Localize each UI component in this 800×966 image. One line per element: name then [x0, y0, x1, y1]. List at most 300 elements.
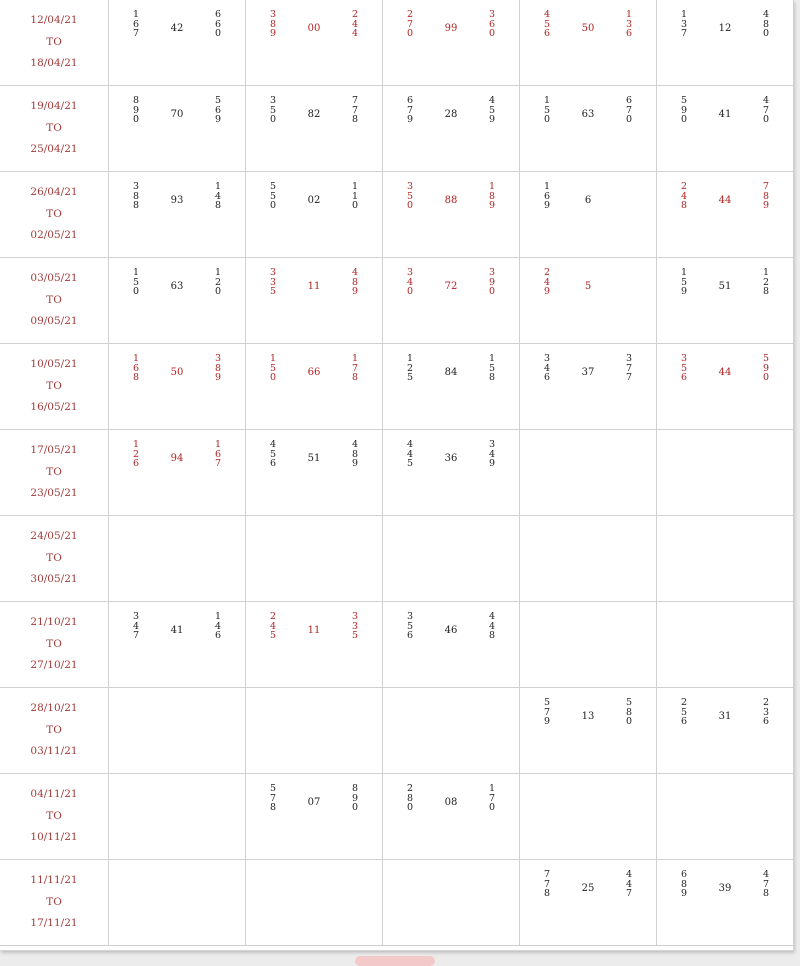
panna-digit: 8 — [762, 190, 770, 202]
panel-entry — [657, 258, 793, 343]
day-cell — [109, 172, 246, 258]
open-panna — [542, 268, 552, 297]
close-panna — [487, 784, 497, 813]
panna-digit: 8 — [351, 372, 359, 383]
panna-digit: 7 — [762, 104, 770, 116]
week-date-range — [0, 688, 109, 774]
panna-digit: 9 — [543, 200, 551, 211]
close-panna — [350, 182, 360, 211]
panna-digit: 8 — [762, 286, 770, 297]
panna-digit: 7 — [762, 878, 770, 890]
panna-digit: 3 — [351, 611, 359, 622]
panna-digit: 0 — [762, 114, 770, 125]
day-cell — [520, 344, 657, 430]
day-cell — [383, 430, 520, 516]
day-cell — [109, 688, 246, 774]
day-cell — [246, 774, 383, 860]
panna-digit: 6 — [406, 630, 414, 641]
panna-digit: 3 — [132, 611, 140, 622]
panna-digit: 9 — [680, 104, 688, 116]
jodi-number: 08 — [444, 797, 458, 808]
panna-digit: 8 — [680, 200, 688, 211]
jodi-number: 13 — [581, 711, 595, 722]
panna-digit: 0 — [625, 716, 633, 727]
panel-entry — [520, 688, 656, 773]
date-from: 04/11/21 — [30, 788, 78, 801]
panna-digit: 5 — [269, 362, 277, 374]
date-to: TO — [46, 723, 62, 736]
day-cell — [383, 774, 520, 860]
jodi-number: 63 — [170, 281, 184, 292]
day-cell — [520, 774, 657, 860]
date-to: TO — [46, 121, 62, 134]
date-to: TO — [46, 35, 62, 48]
jodi-number: 82 — [307, 109, 321, 120]
panel-entry — [657, 86, 793, 171]
panel-entry — [383, 258, 519, 343]
panna-digit: 8 — [132, 190, 140, 202]
panna-digit: 4 — [269, 439, 277, 450]
panel-entry — [520, 344, 656, 429]
date-to: TO — [46, 809, 62, 822]
panna-digit: 1 — [351, 353, 359, 364]
jodi-number: 99 — [444, 23, 458, 34]
panna-digit: 8 — [488, 630, 496, 641]
panna-digit: 6 — [488, 18, 496, 30]
day-cell — [246, 430, 383, 516]
panel-entry — [520, 860, 656, 945]
panna-digit: 8 — [762, 18, 770, 30]
panel-entry — [109, 86, 245, 171]
panna-digit: 5 — [132, 276, 140, 288]
jodi-number: 31 — [718, 711, 732, 722]
panna-digit: 4 — [351, 18, 359, 30]
open-panna — [679, 182, 689, 211]
panna-digit: 7 — [762, 181, 770, 192]
close-panna — [761, 870, 771, 899]
panna-digit: 5 — [680, 95, 688, 106]
week-date-range — [0, 172, 109, 258]
panna-digit: 1 — [214, 181, 222, 192]
jodi-number: 51 — [307, 453, 321, 464]
panna-digit: 7 — [214, 458, 222, 469]
jodi-number: 44 — [718, 195, 732, 206]
panna-digit: 5 — [214, 95, 222, 106]
day-cell — [246, 516, 383, 602]
panna-digit: 3 — [680, 18, 688, 30]
panna-digit: 1 — [680, 267, 688, 278]
close-panna — [213, 268, 223, 297]
panna-digit: 6 — [680, 716, 688, 727]
day-cell — [520, 688, 657, 774]
panna-digit: 7 — [269, 792, 277, 804]
day-cell — [383, 172, 520, 258]
panna-digit: 4 — [351, 267, 359, 278]
panna-digit: 6 — [214, 448, 222, 460]
panna-digit: 6 — [625, 28, 633, 39]
panel-entry — [520, 258, 656, 343]
day-cell — [520, 0, 657, 86]
panna-digit: 6 — [214, 630, 222, 641]
panna-digit: 0 — [269, 372, 277, 383]
date-from: 11/11/21 — [30, 874, 78, 887]
panna-digit: 7 — [543, 869, 551, 880]
close-panna — [761, 10, 771, 39]
panna-digit: 5 — [269, 190, 277, 202]
panna-digit: 4 — [406, 439, 414, 450]
panna-digit: 0 — [269, 200, 277, 211]
panel-entry — [383, 344, 519, 429]
panel-entry — [246, 86, 382, 171]
date-to: TO — [46, 551, 62, 564]
open-panna — [268, 440, 278, 469]
jodi-number: 07 — [307, 797, 321, 808]
panna-digit: 2 — [406, 783, 414, 794]
jodi-number: 11 — [307, 625, 321, 636]
day-cell — [657, 0, 794, 86]
close-panna — [350, 440, 360, 469]
panna-digit: 5 — [269, 630, 277, 641]
panna-digit: 8 — [406, 792, 414, 804]
panna-digit: 7 — [351, 362, 359, 374]
panna-digit: 5 — [269, 104, 277, 116]
panna-digit: 1 — [132, 353, 140, 364]
panna-digit: 6 — [132, 18, 140, 30]
day-cell — [109, 86, 246, 172]
day-cell — [657, 172, 794, 258]
panel-entry — [383, 172, 519, 257]
week-row — [0, 774, 794, 860]
panna-digit: 8 — [351, 276, 359, 288]
open-panna — [405, 784, 415, 813]
panna-digit: 3 — [406, 611, 414, 622]
day-cell — [109, 0, 246, 86]
panna-digit: 2 — [132, 448, 140, 460]
panna-digit: 7 — [625, 888, 633, 899]
jodi-number: 02 — [307, 195, 321, 206]
panna-digit: 0 — [488, 802, 496, 813]
jodi-number: 63 — [581, 109, 595, 120]
panna-digit: 6 — [269, 458, 277, 469]
close-panna — [624, 698, 634, 727]
panna-digit: 8 — [132, 95, 140, 106]
panna-digit: 2 — [680, 697, 688, 708]
day-cell — [246, 0, 383, 86]
panna-digit: 9 — [680, 286, 688, 297]
panel-entry — [246, 0, 382, 85]
day-cell — [383, 688, 520, 774]
panna-digit: 5 — [680, 276, 688, 288]
panel-entry — [657, 688, 793, 773]
jodi-number: 28 — [444, 109, 458, 120]
panna-digit: 1 — [214, 267, 222, 278]
close-panna — [213, 182, 223, 211]
panna-digit: 0 — [625, 114, 633, 125]
day-cell — [520, 860, 657, 946]
panna-digit: 7 — [625, 372, 633, 383]
close-panna — [350, 784, 360, 813]
panna-digit: 9 — [406, 114, 414, 125]
close-panna — [350, 612, 360, 641]
panna-digit: 7 — [625, 362, 633, 374]
panna-digit: 8 — [488, 190, 496, 202]
close-panna — [487, 354, 497, 383]
jodi-number: 51 — [718, 281, 732, 292]
panna-digit: 4 — [762, 9, 770, 20]
panna-digit: 4 — [488, 620, 496, 632]
panna-digit: 0 — [406, 200, 414, 211]
open-panna — [268, 612, 278, 641]
open-panna — [268, 96, 278, 125]
day-cell — [657, 258, 794, 344]
close-panna — [350, 10, 360, 39]
panna-digit: 8 — [351, 114, 359, 125]
jodi-number: 72 — [444, 281, 458, 292]
panna-digit: 9 — [269, 28, 277, 39]
panna-digit: 6 — [214, 104, 222, 116]
panna-digit: 0 — [762, 372, 770, 383]
panna-digit: 0 — [543, 114, 551, 125]
panna-digit: 8 — [488, 372, 496, 383]
panna-digit: 8 — [132, 200, 140, 211]
panna-digit: 9 — [214, 372, 222, 383]
panel-entry — [246, 774, 382, 859]
panna-digit: 4 — [488, 95, 496, 106]
close-panna — [624, 96, 634, 125]
panna-digit: 3 — [625, 18, 633, 30]
jodi-number: 6 — [584, 195, 592, 206]
jodi-number: 50 — [581, 23, 595, 34]
jodi-number: 84 — [444, 367, 458, 378]
panna-digit: 6 — [543, 372, 551, 383]
panna-digit: 3 — [406, 267, 414, 278]
panna-digit: 0 — [132, 114, 140, 125]
date-end: 10/11/21 — [30, 831, 78, 844]
panel-entry — [246, 430, 382, 515]
panna-digit: 5 — [269, 783, 277, 794]
week-date-range — [0, 344, 109, 430]
panna-digit: 7 — [680, 28, 688, 39]
panna-digit: 1 — [132, 9, 140, 20]
day-cell — [520, 86, 657, 172]
panna-digit: 9 — [488, 200, 496, 211]
open-panna — [131, 96, 141, 125]
panna-digit: 9 — [488, 114, 496, 125]
jodi-number: 44 — [718, 367, 732, 378]
panel-entry — [383, 0, 519, 85]
jodi-number: 00 — [307, 23, 321, 34]
open-panna — [542, 354, 552, 383]
day-cell — [520, 602, 657, 688]
date-from: 28/10/21 — [30, 702, 78, 715]
week-row — [0, 344, 794, 430]
day-cell — [246, 602, 383, 688]
day-cell — [109, 430, 246, 516]
panna-digit: 9 — [132, 104, 140, 116]
open-panna — [268, 268, 278, 297]
panna-digit: 0 — [351, 200, 359, 211]
open-panna — [542, 870, 552, 899]
close-panna — [350, 268, 360, 297]
week-row — [0, 688, 794, 774]
panna-digit: 9 — [488, 276, 496, 288]
date-from: 19/04/21 — [30, 100, 78, 113]
date-end: 09/05/21 — [30, 315, 78, 328]
open-panna — [542, 96, 552, 125]
day-cell — [657, 774, 794, 860]
day-cell — [109, 602, 246, 688]
bottom-tab-edge[interactable] — [355, 956, 435, 966]
panna-digit: 4 — [269, 620, 277, 632]
open-panna — [405, 182, 415, 211]
panna-digit: 4 — [543, 362, 551, 374]
panna-digit: 1 — [543, 181, 551, 192]
date-to: TO — [46, 293, 62, 306]
panna-digit: 9 — [351, 286, 359, 297]
close-panna — [213, 354, 223, 383]
panna-digit: 6 — [214, 18, 222, 30]
panna-digit: 3 — [406, 181, 414, 192]
panna-digit: 1 — [351, 190, 359, 202]
panna-digit: 0 — [680, 114, 688, 125]
panna-digit: 4 — [351, 28, 359, 39]
panel-entry — [109, 258, 245, 343]
panna-digit: 8 — [680, 878, 688, 890]
day-cell — [657, 860, 794, 946]
panna-digit: 8 — [543, 888, 551, 899]
day-cell — [383, 860, 520, 946]
date-from: 12/04/21 — [30, 14, 78, 27]
jodi-number: 36 — [444, 453, 458, 464]
day-cell — [657, 602, 794, 688]
panna-digit: 3 — [269, 276, 277, 288]
date-end: 23/05/21 — [30, 487, 78, 500]
panna-digit: 1 — [269, 353, 277, 364]
date-to: TO — [46, 895, 62, 908]
day-cell — [520, 172, 657, 258]
panna-digit: 3 — [488, 9, 496, 20]
date-end: 27/10/21 — [30, 659, 78, 672]
panna-digit: 6 — [132, 458, 140, 469]
day-cell — [109, 860, 246, 946]
panna-digit: 4 — [680, 190, 688, 202]
panna-digit: 7 — [543, 878, 551, 890]
week-date-range — [0, 602, 109, 688]
week-row — [0, 516, 794, 602]
panel-entry — [657, 344, 793, 429]
panna-digit: 9 — [543, 716, 551, 727]
close-panna — [761, 268, 771, 297]
open-panna — [405, 612, 415, 641]
day-cell — [657, 688, 794, 774]
close-panna — [624, 870, 634, 899]
day-cell — [383, 602, 520, 688]
week-date-range — [0, 430, 109, 516]
day-cell — [246, 688, 383, 774]
jodi-number: 46 — [444, 625, 458, 636]
panel-entry — [520, 0, 656, 85]
close-panna — [487, 268, 497, 297]
panel-entry — [520, 86, 656, 171]
panna-digit: 1 — [488, 181, 496, 192]
week-row — [0, 430, 794, 516]
panna-digit: 4 — [625, 869, 633, 880]
week-row — [0, 602, 794, 688]
day-cell — [657, 516, 794, 602]
panna-digit: 6 — [132, 362, 140, 374]
day-cell — [657, 430, 794, 516]
open-panna — [542, 10, 552, 39]
panna-digit: 4 — [625, 878, 633, 890]
panna-digit: 0 — [214, 286, 222, 297]
panel-entry — [520, 172, 656, 257]
panna-digit: 9 — [488, 458, 496, 469]
panna-digit: 8 — [762, 888, 770, 899]
panna-digit: 9 — [351, 458, 359, 469]
panel-entry — [657, 172, 793, 257]
panna-digit: 9 — [680, 888, 688, 899]
panna-digit: 9 — [762, 362, 770, 374]
jodi-number: 88 — [444, 195, 458, 206]
week-date-range — [0, 258, 109, 344]
open-panna — [679, 354, 689, 383]
panna-digit: 4 — [132, 620, 140, 632]
panel-entry — [383, 430, 519, 515]
panna-digit: 0 — [406, 28, 414, 39]
panna-digit: 8 — [269, 18, 277, 30]
open-panna — [131, 182, 141, 211]
panna-digit: 0 — [132, 286, 140, 297]
week-date-range — [0, 0, 109, 86]
panna-digit: 3 — [269, 267, 277, 278]
day-cell — [246, 860, 383, 946]
panna-digit: 7 — [543, 706, 551, 718]
jodi-number: 37 — [581, 367, 595, 378]
date-end: 25/04/21 — [30, 143, 78, 156]
day-cell — [520, 516, 657, 602]
open-panna — [268, 10, 278, 39]
jodi-number: 41 — [170, 625, 184, 636]
jodi-number: 11 — [307, 281, 321, 292]
panna-digit: 8 — [269, 802, 277, 813]
week-row — [0, 860, 794, 946]
day-cell — [383, 344, 520, 430]
close-panna — [761, 698, 771, 727]
jodi-number: 25 — [581, 883, 595, 894]
day-cell — [657, 344, 794, 430]
open-panna — [405, 10, 415, 39]
close-panna — [487, 440, 497, 469]
day-cell — [109, 774, 246, 860]
open-panna — [679, 870, 689, 899]
panna-digit: 1 — [543, 95, 551, 106]
panna-digit: 9 — [762, 200, 770, 211]
panna-digit: 5 — [625, 697, 633, 708]
week-row — [0, 86, 794, 172]
panna-digit: 7 — [625, 104, 633, 116]
panna-digit: 0 — [762, 28, 770, 39]
week-date-range — [0, 774, 109, 860]
close-panna — [761, 96, 771, 125]
open-panna — [679, 268, 689, 297]
panel-entry — [657, 860, 793, 945]
panna-digit: 1 — [132, 439, 140, 450]
panna-digit: 5 — [351, 630, 359, 641]
panna-digit: 7 — [488, 792, 496, 804]
panna-digit: 0 — [269, 114, 277, 125]
panel-entry — [657, 0, 793, 85]
panna-digit: 8 — [351, 783, 359, 794]
